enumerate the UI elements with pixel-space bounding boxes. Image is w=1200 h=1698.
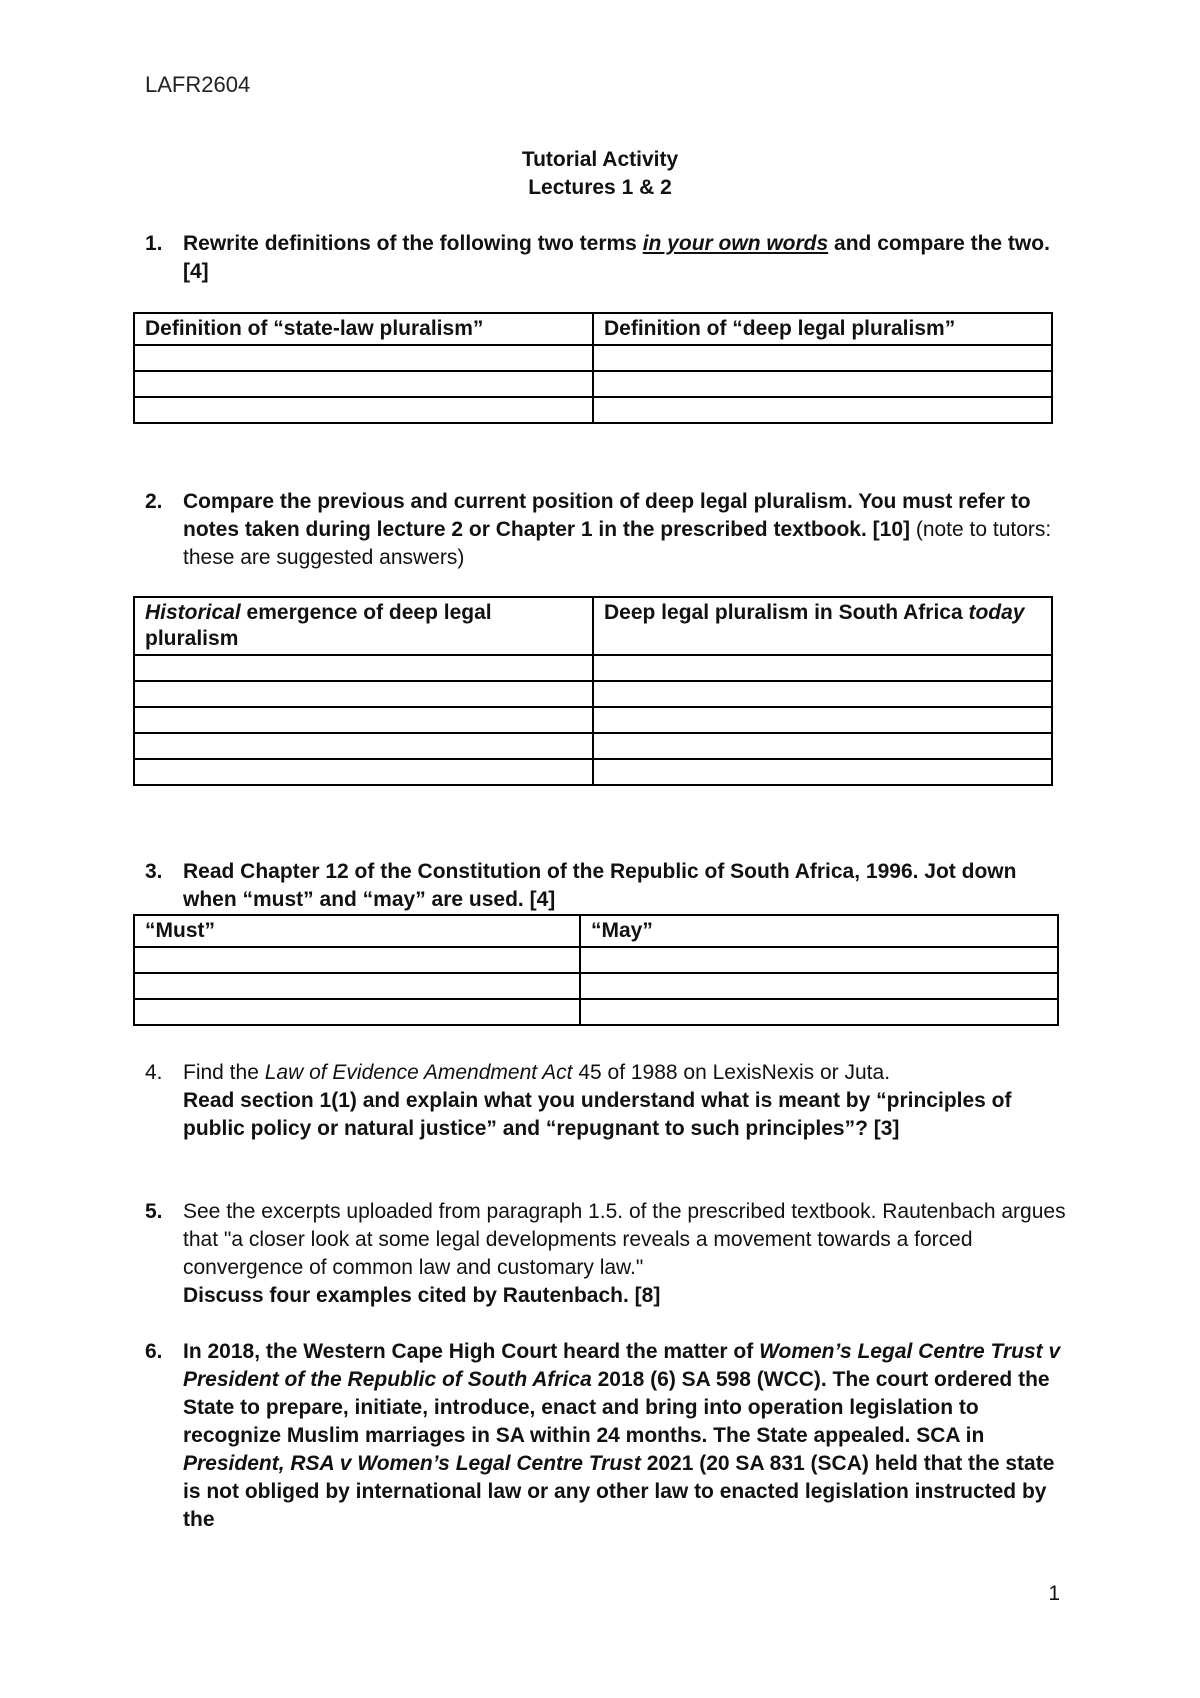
table-cell[interactable] xyxy=(134,345,593,371)
table-cell[interactable] xyxy=(134,655,593,681)
table-cell[interactable] xyxy=(593,345,1052,371)
table-cell[interactable] xyxy=(593,371,1052,397)
course-code: LAFR2604 xyxy=(145,72,251,97)
question-number: 4. xyxy=(145,1061,163,1084)
q4-instruction: Read section 1(1) and explain what you understand what is meant by “principles of public policy or natural justice” and “repugnant to such principles”? [3] xyxy=(183,1089,1012,1140)
document-subtitle: Lectures 1 & 2 xyxy=(528,176,672,199)
q1-text-a: Rewrite definitions of the following two terms xyxy=(183,232,643,255)
q3-header-must: “Must” xyxy=(134,915,580,947)
q4-act-name: Law of Evidence Amendment Act xyxy=(264,1061,573,1084)
table-cell[interactable] xyxy=(593,397,1052,423)
q4-text-b: 45 of 1988 on LexisNexis or Juta. xyxy=(572,1061,891,1084)
table-cell[interactable] xyxy=(134,397,593,423)
q3-text: Read Chapter 12 of the Constitution of the Republic of South Africa, 1996. Jot down when “must” and “may” are used. [4] xyxy=(183,860,1017,911)
q2-text: Compare the previous and current position of deep legal pluralism. You must refer to notes taken during lecture 2 or Chapter 1 in the prescribed textbook. [10] xyxy=(183,490,1031,541)
q6-text-2: 2018 (6) SA 598 (WCC). The court ordered the State to prepare, initiate, introduce, enact and bring into operation legislation to recognize Muslim marriages in SA within 24 months. The State appealed. SCA in xyxy=(183,1368,1050,1447)
table-cell[interactable] xyxy=(580,973,1058,999)
q1-header-deep-legal: Definition of “deep legal pluralism” xyxy=(593,313,1052,345)
question-3 xyxy=(145,858,1075,914)
question-4 xyxy=(145,1059,1075,1143)
table-cell[interactable] xyxy=(593,681,1052,707)
q2-table xyxy=(133,596,1053,786)
table-cell[interactable] xyxy=(134,707,593,733)
q3-header-may: “May” xyxy=(580,915,1058,947)
table-cell[interactable] xyxy=(134,681,593,707)
q4-text-a: Find the xyxy=(183,1061,265,1084)
q5-instruction: Discuss four examples cited by Rautenbach. [8] xyxy=(183,1284,661,1307)
question-number: 3. xyxy=(145,860,163,883)
question-number: 6. xyxy=(145,1340,163,1363)
q1-table xyxy=(133,312,1053,424)
question-number: 1. xyxy=(145,232,163,255)
table-cell[interactable] xyxy=(134,371,593,397)
question-6 xyxy=(145,1338,1075,1534)
table-cell[interactable] xyxy=(593,655,1052,681)
table-cell[interactable] xyxy=(134,973,580,999)
q2-tutor-note: (note to tutors: these are suggested answers) xyxy=(183,518,1052,569)
question-number: 5. xyxy=(145,1200,163,1223)
table-cell[interactable] xyxy=(580,947,1058,973)
q1-text-b: and compare the two. [4] xyxy=(183,232,1050,283)
q1-emphasis: in your own words xyxy=(642,232,829,255)
document-title: Tutorial Activity xyxy=(521,148,679,171)
q1-header-state-law: Definition of “state-law pluralism” xyxy=(134,313,593,345)
q6-text-1: In 2018, the Western Cape High Court heard the matter of xyxy=(183,1340,760,1363)
q3-table xyxy=(133,914,1059,1026)
question-5 xyxy=(145,1198,1075,1310)
table-cell[interactable] xyxy=(134,759,593,785)
question-number: 2. xyxy=(145,490,163,513)
table-cell[interactable] xyxy=(593,707,1052,733)
page-number: 1 xyxy=(1048,1582,1060,1605)
table-cell[interactable] xyxy=(580,999,1058,1025)
table-cell[interactable] xyxy=(134,733,593,759)
question-2 xyxy=(145,488,1075,572)
q2-header-historical: Historical emergence of deep legal pluralism xyxy=(134,597,593,655)
q5-text: See the excerpts uploaded from paragraph 1.5. of the prescribed textbook. Rautenbach argues that "a closer look at some legal developments reveals a movement towards a forced convergence of common law and customary law." xyxy=(183,1200,1066,1279)
table-cell[interactable] xyxy=(593,733,1052,759)
q6-text-3: 2021 (20 SA 831 (SCA) held that the state is not obliged by international law or any other law to enacted legislation instructed by the xyxy=(183,1452,1055,1531)
question-1 xyxy=(145,230,1075,286)
table-cell[interactable] xyxy=(134,999,580,1025)
q6-case-2: President, RSA v Women’s Legal Centre Trust xyxy=(183,1452,641,1475)
table-cell[interactable] xyxy=(134,947,580,973)
table-cell[interactable] xyxy=(593,759,1052,785)
q6-case-1: Women’s Legal Centre Trust v President of the Republic of South Africa xyxy=(183,1340,1061,1391)
q2-header-today: Deep legal pluralism in South Africa today xyxy=(593,597,1052,655)
